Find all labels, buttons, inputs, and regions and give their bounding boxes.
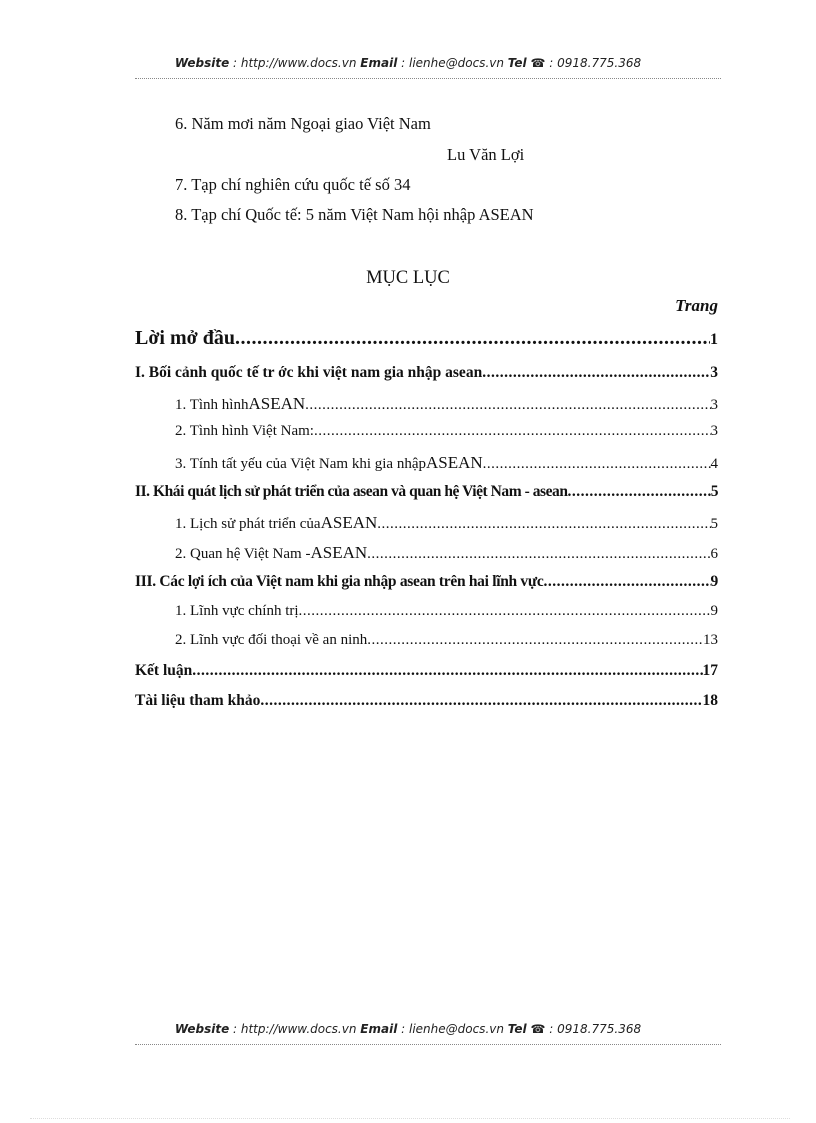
page-footer [0, 1022, 816, 1036]
reference-item: 6. Năm mơi năm Ngoại giao Việt Nam [175, 114, 431, 133]
tel-value: : 0918.775.368 [545, 56, 642, 70]
toc-title: MỤC LỤC [366, 268, 450, 288]
toc-entry-page: 9 [710, 603, 718, 619]
page-header [0, 56, 816, 70]
toc-leader [299, 603, 711, 621]
toc-entry-page: 9 [710, 573, 718, 590]
toc-entry-text: 3. Tính tất yếu của Việt Nam khi gia nhập [175, 456, 426, 472]
toc-entry[interactable] [175, 513, 718, 534]
page-edge-divider [30, 1118, 790, 1119]
tel-value: : 0918.775.368 [545, 1022, 642, 1036]
toc-leader [482, 364, 710, 383]
toc-entry-text: 2. Quan hệ Việt Nam - [175, 546, 311, 562]
toc-entry[interactable] [135, 692, 718, 711]
toc-entry-text: 1. Lịch sử phát triển của [175, 516, 321, 532]
toc-entry-page: 17 [702, 662, 718, 679]
website-label: Website [174, 1022, 230, 1036]
phone-icon: ☎ [530, 56, 546, 70]
toc-entry-text: 1. Lĩnh vực chính trị [175, 603, 299, 619]
reference-author: Lu Văn Lợi [447, 145, 525, 164]
toc-entry-keyword: ASEAN [248, 394, 306, 413]
toc-entry-text: Tài liệu tham khảo [135, 692, 261, 709]
tel-label: Tel [507, 56, 527, 70]
toc-entry-keyword: ASEAN [310, 543, 368, 562]
toc-entry[interactable] [135, 483, 718, 502]
toc-leader [377, 516, 710, 534]
website-label: Website [174, 56, 230, 70]
email-label: Email [360, 56, 398, 70]
website-value[interactable]: : http://www.docs.vn [229, 56, 361, 70]
email-value[interactable]: : lienhe@docs.vn [397, 1022, 508, 1036]
toc-entry-page: 5 [710, 483, 718, 500]
toc-entry-page: 3 [710, 423, 718, 439]
header-divider [135, 78, 721, 79]
toc-entry-page: 5 [710, 516, 718, 532]
toc-entry-page: 6 [710, 546, 718, 562]
toc-entry-page: 18 [702, 692, 718, 709]
toc-entry[interactable] [135, 364, 718, 383]
toc-entry-text: Lời mở đầu [135, 327, 235, 349]
toc-entry-page: 3 [710, 364, 718, 381]
toc-entry[interactable] [175, 453, 718, 474]
toc-leader [260, 692, 702, 711]
toc-entry-page: 3 [710, 397, 718, 413]
toc-leader [483, 456, 711, 474]
toc-leader [235, 327, 710, 351]
toc-page-label: Trang [675, 296, 718, 315]
toc-entry[interactable] [135, 327, 718, 351]
toc-entry[interactable] [175, 423, 718, 441]
toc-leader [192, 662, 702, 681]
toc-entry[interactable] [175, 603, 718, 621]
toc-entry-page: 1 [710, 331, 718, 348]
reference-item: 8. Tạp chí Quốc tế: 5 năm Việt Nam hội nhập ASEAN [175, 205, 534, 224]
email-value[interactable]: : lienhe@docs.vn [397, 56, 508, 70]
toc-entry-text: II. Khái quát lịch sử phát triển của asean và quan hệ Việt Nam - asean [135, 483, 568, 500]
toc-entry-page: 13 [703, 632, 718, 648]
toc-leader [543, 573, 710, 592]
toc-entry[interactable] [175, 632, 718, 650]
toc-leader [568, 483, 711, 502]
toc-leader [367, 546, 710, 564]
toc-entry-text: 1. Tình hình [175, 397, 249, 413]
tel-label: Tel [507, 1022, 527, 1036]
toc-entry-text: I. Bối cảnh quốc tế tr ớc khi việt nam gia nhập asean [135, 364, 483, 381]
toc-entry-keyword: ASEAN [320, 513, 378, 532]
toc-entry-text: III. Các lợi ích của Việt nam khi gia nhập asean trên hai lĩnh vực [135, 573, 544, 590]
reference-item: 7. Tạp chí nghiên cứu quốc tế số 34 [175, 175, 411, 194]
toc-entry[interactable] [175, 394, 718, 415]
footer-divider [135, 1044, 721, 1045]
toc-entry-page: 4 [710, 456, 718, 472]
toc-leader [314, 423, 711, 441]
toc-entry[interactable] [135, 573, 718, 592]
toc-entry-text: 2. Lĩnh vực đối thoại về an ninh [175, 632, 368, 648]
website-value[interactable]: : http://www.docs.vn [229, 1022, 361, 1036]
toc-leader [305, 397, 710, 415]
toc-entry-keyword: ASEAN [426, 453, 483, 472]
phone-icon: ☎ [530, 1022, 546, 1036]
toc-entry-text: Kết luận [135, 662, 193, 679]
toc-leader [367, 632, 703, 650]
email-label: Email [360, 1022, 398, 1036]
toc-entry[interactable] [175, 543, 718, 564]
toc-entry-text: 2. Tình hình Việt Nam: [175, 423, 314, 439]
toc-entry[interactable] [135, 662, 718, 681]
